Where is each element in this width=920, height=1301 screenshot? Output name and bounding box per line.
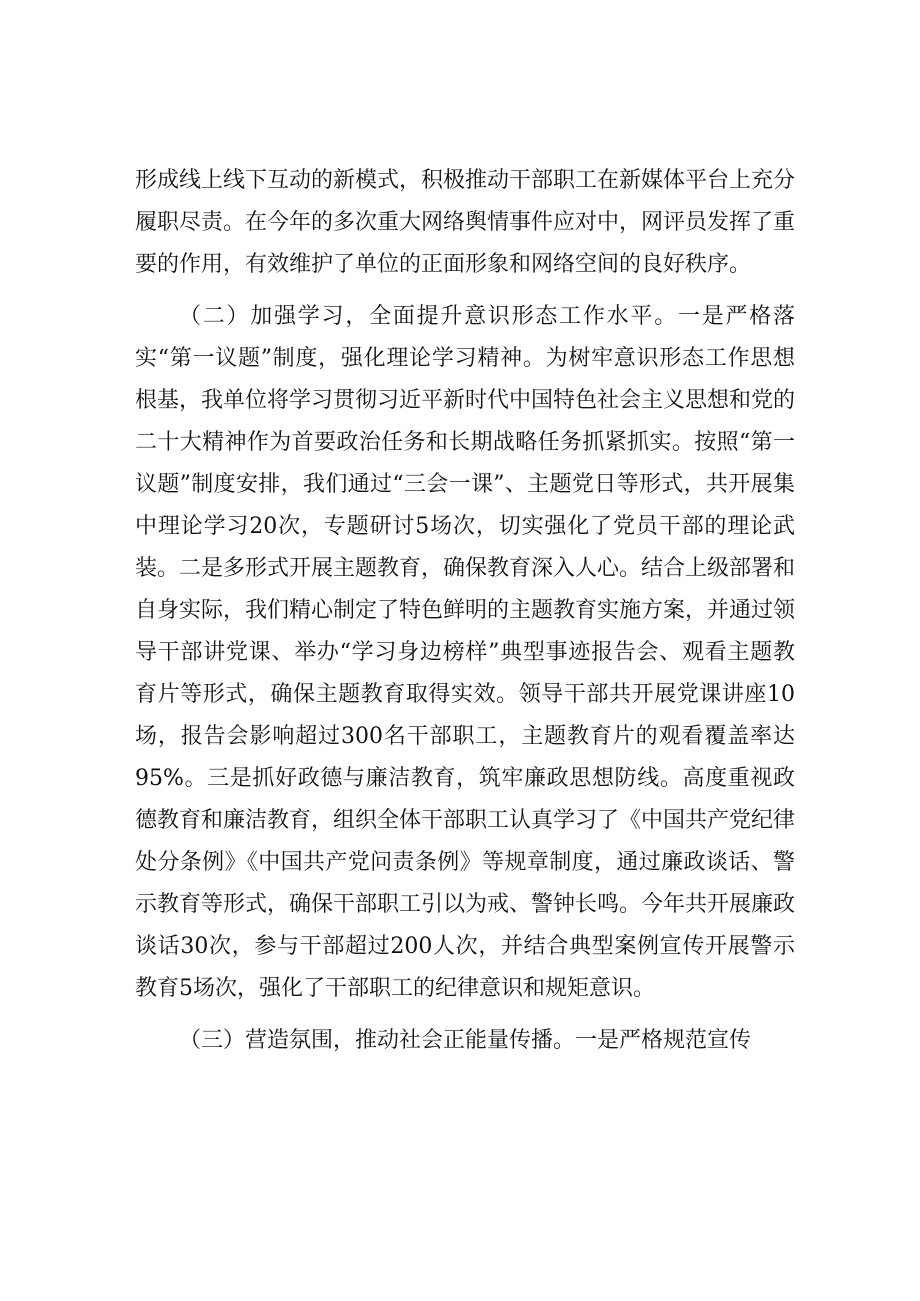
document-body xyxy=(135,160,795,1072)
paragraph-continuation: 形成线上线下互动的新模式，积极推动干部职工在新媒体平台上充分履职尽责。在今年的多次重大网络舆情事件应对中，网评员发挥了重要的作用，有效维护了单位的正面形象和网络空间的良好秩序。 xyxy=(135,168,796,277)
paragraph-section-two: （二）加强学习，全面提升意识形态工作水平。一是严格落实“第一议题”制度，强化理论学习精神。为树牢意识形态工作思想根基，我单位将学习贯彻习近平新时代中国特色社会主义思想和党的二十大精神作为首要政治任务和长期战略任务抓紧抓实。按照“第一议题”制度安排，我们通过“三会一课”、主题党日等形式，共开展集中理论学习20次，专题研讨5场次，切实强化了党员干部的理论武装。二是多形式开展主题教育，确保教育深入人心。结合上级部署和自身实际，我们精心制定了特色鲜明的主题教育实施方案，并通过领导干部讲党课、举办“学习身边榜样”典型事迹报告会、观看主题教育片等形式，确保主题教育取得实效。领导干部共开展党课讲座10场，报告会影响超过300名干部职工，主题教育片的观看覆盖率达95%。三是抓好政德与廉洁教育，筑牢廉政思想防线。高度重视政德教育和廉洁教育，组织全体干部职工认真学习了《中国共产党纪律处分条例》《中国共产党问责条例》等规章制度，通过廉政谈话、警示教育等形式，确保干部职工引以为戒、警钟长鸣。今年共开展廉政谈话30次，参与干部超过200人次，并结合典型案例宣传开展警示教育5场次，强化了干部职工的纪律意识和规矩意识。 xyxy=(135,304,796,1001)
paragraph-section-three: （三）营造氛围，推动社会正能量传播。一是严格规范宣传 xyxy=(179,1028,752,1053)
